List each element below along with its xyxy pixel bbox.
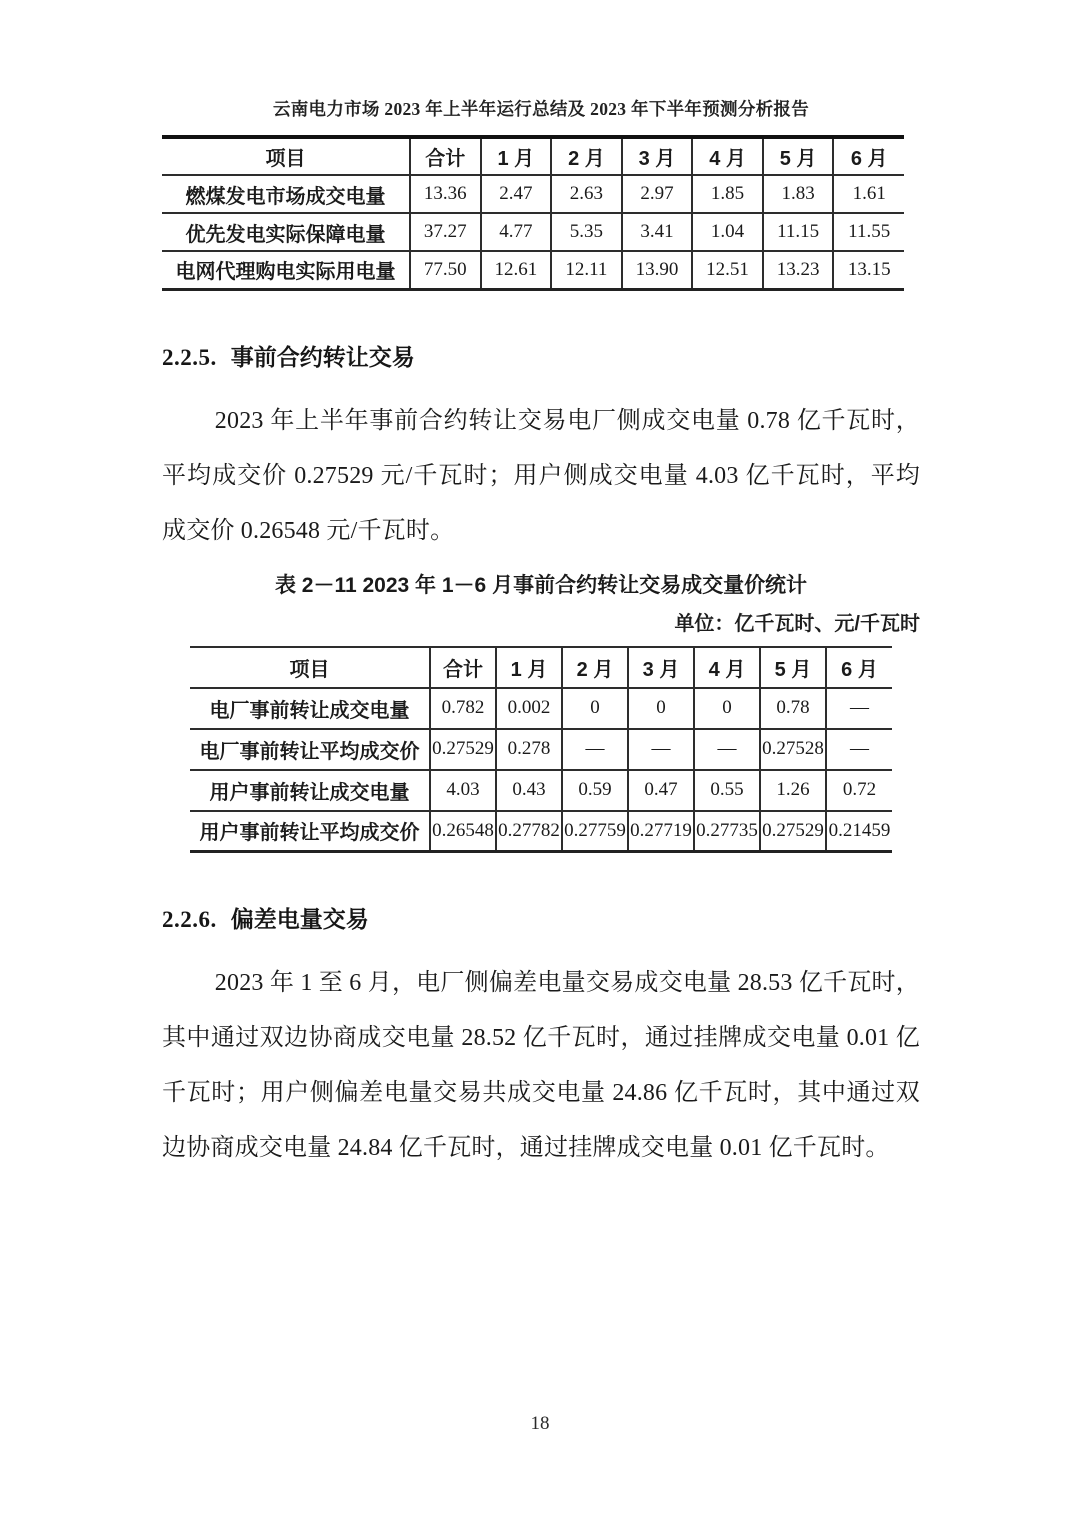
col-header-jan: 1 月	[481, 137, 552, 175]
col-header-jun: 6 月	[833, 137, 904, 175]
cell-value: 11.15	[763, 213, 834, 251]
col-header-apr: 4 月	[694, 647, 760, 688]
col-header-total: 合计	[430, 647, 496, 688]
page-content	[162, 0, 920, 1176]
row-label: 优先发电实际保障电量	[162, 213, 410, 251]
cell-value: 2.47	[481, 175, 552, 213]
cell-value: —	[826, 688, 892, 729]
cell-value: 5.35	[551, 213, 622, 251]
cell-value: 4.77	[481, 213, 552, 251]
document-header: 云南电力市场 2023 年上半年运行总结及 2023 年下半年预测分析报告	[272, 99, 810, 119]
col-header-apr: 4 月	[692, 137, 763, 175]
row-label: 电网代理购电实际用电量	[162, 251, 410, 289]
cell-value: 0.27529	[430, 729, 496, 770]
cell-value: 0.27719	[628, 811, 694, 852]
cell-value: 2.97	[622, 175, 693, 213]
cell-value: 0.27529	[760, 811, 826, 852]
paragraph-deviation-trading: 2023 年 1 至 6 月，电厂侧偏差电量交易成交电量 28.53 亿千瓦时，其中通过双边协商成交电量 28.52 亿千瓦时，通过挂牌成交电量 0.01 亿千瓦时；用户侧偏差电量交易共成交电量 24.86 亿千瓦时，其中通过双边协商成交电量 24.84 亿千瓦时，通过挂牌成交电量 0.01 亿千瓦时。	[162, 970, 920, 1161]
row-label: 电厂事前转让平均成交价	[190, 729, 430, 770]
page-number: 18	[530, 1413, 550, 1434]
section-title: 偏差电量交易	[230, 906, 369, 932]
row-label: 燃煤发电市场成交电量	[162, 175, 410, 213]
cell-value: 12.51	[692, 251, 763, 289]
table-contract-transfer-stats	[190, 646, 892, 854]
table-row	[190, 770, 892, 811]
cell-value: 3.41	[622, 213, 693, 251]
paragraph-contract-transfer: 2023 年上半年事前合约转让交易电厂侧成交电量 0.78 亿千瓦时，平均成交价 0.27529 元/千瓦时；用户侧成交电量 4.03 亿千瓦时，平均成交价 0.26548 元/千瓦时。	[162, 407, 920, 544]
col-header-may: 5 月	[763, 137, 834, 175]
col-header-jun: 6 月	[826, 647, 892, 688]
cell-value: 1.85	[692, 175, 763, 213]
table-2-11-caption: 表 2－11 2023 年 1－6 月事前合约转让交易成交量价统计	[274, 573, 808, 597]
section-number: 2.2.6.	[162, 907, 217, 932]
table-row	[162, 175, 904, 213]
cell-value: 0.59	[562, 770, 628, 811]
col-header-total: 合计	[410, 137, 481, 175]
cell-value: 13.23	[763, 251, 834, 289]
cell-value: 0.27782	[496, 811, 562, 852]
col-header-mar: 3 月	[628, 647, 694, 688]
cell-value: —	[694, 729, 760, 770]
cell-value: 0.26548	[430, 811, 496, 852]
cell-value: 4.03	[430, 770, 496, 811]
table-header-row	[190, 647, 892, 688]
cell-value: 2.63	[551, 175, 622, 213]
cell-value: 0.43	[496, 770, 562, 811]
cell-value: 0	[628, 688, 694, 729]
cell-value: 0.002	[496, 688, 562, 729]
col-header-jan: 1 月	[496, 647, 562, 688]
cell-value: 11.55	[833, 213, 904, 251]
col-header-may: 5 月	[760, 647, 826, 688]
col-header-item: 项目	[289, 658, 330, 681]
col-header-feb: 2 月	[562, 647, 628, 688]
cell-value: 77.50	[410, 251, 481, 289]
cell-value: 13.36	[410, 175, 481, 213]
cell-value: 0.55	[694, 770, 760, 811]
cell-value: 0.47	[628, 770, 694, 811]
table-row	[190, 688, 892, 729]
cell-value: 1.04	[692, 213, 763, 251]
cell-value: 12.61	[481, 251, 552, 289]
table-2-11-unit-note: 单位：亿千瓦时、元/千瓦时	[674, 612, 920, 635]
cell-value: 0.278	[496, 729, 562, 770]
section-heading-2-2-5	[162, 339, 920, 372]
table-row	[190, 729, 892, 770]
cell-value: 1.61	[833, 175, 904, 213]
cell-value: 1.83	[763, 175, 834, 213]
table-header-row	[162, 137, 904, 175]
col-header-item: 项目	[265, 148, 306, 170]
table-monthly-volume	[162, 135, 904, 291]
row-label: 用户事前转让成交电量	[190, 770, 430, 811]
cell-value: 12.11	[551, 251, 622, 289]
cell-value: 0	[694, 688, 760, 729]
cell-value: 0.78	[760, 688, 826, 729]
cell-value: —	[826, 729, 892, 770]
col-header-mar: 3 月	[622, 137, 693, 175]
cell-value: 0.21459	[826, 811, 892, 852]
cell-value: —	[562, 729, 628, 770]
cell-value: 37.27	[410, 213, 481, 251]
cell-value: —	[628, 729, 694, 770]
cell-value: 0.27735	[694, 811, 760, 852]
col-header-feb: 2 月	[551, 137, 622, 175]
table-row	[162, 251, 904, 289]
cell-value: 1.26	[760, 770, 826, 811]
row-label: 用户事前转让平均成交价	[190, 811, 430, 852]
section-title: 事前合约转让交易	[230, 343, 415, 370]
cell-value: 0.27759	[562, 811, 628, 852]
table-row	[162, 213, 904, 251]
table-row	[190, 811, 892, 852]
section-heading-2-2-6	[162, 901, 920, 934]
row-label: 电厂事前转让成交电量	[190, 688, 430, 729]
cell-value: 13.90	[622, 251, 693, 289]
cell-value: 0.782	[430, 688, 496, 729]
cell-value: 0	[562, 688, 628, 729]
cell-value: 0.27528	[760, 729, 826, 770]
cell-value: 13.15	[833, 251, 904, 289]
section-number: 2.2.5.	[162, 344, 217, 370]
cell-value: 0.72	[826, 770, 892, 811]
